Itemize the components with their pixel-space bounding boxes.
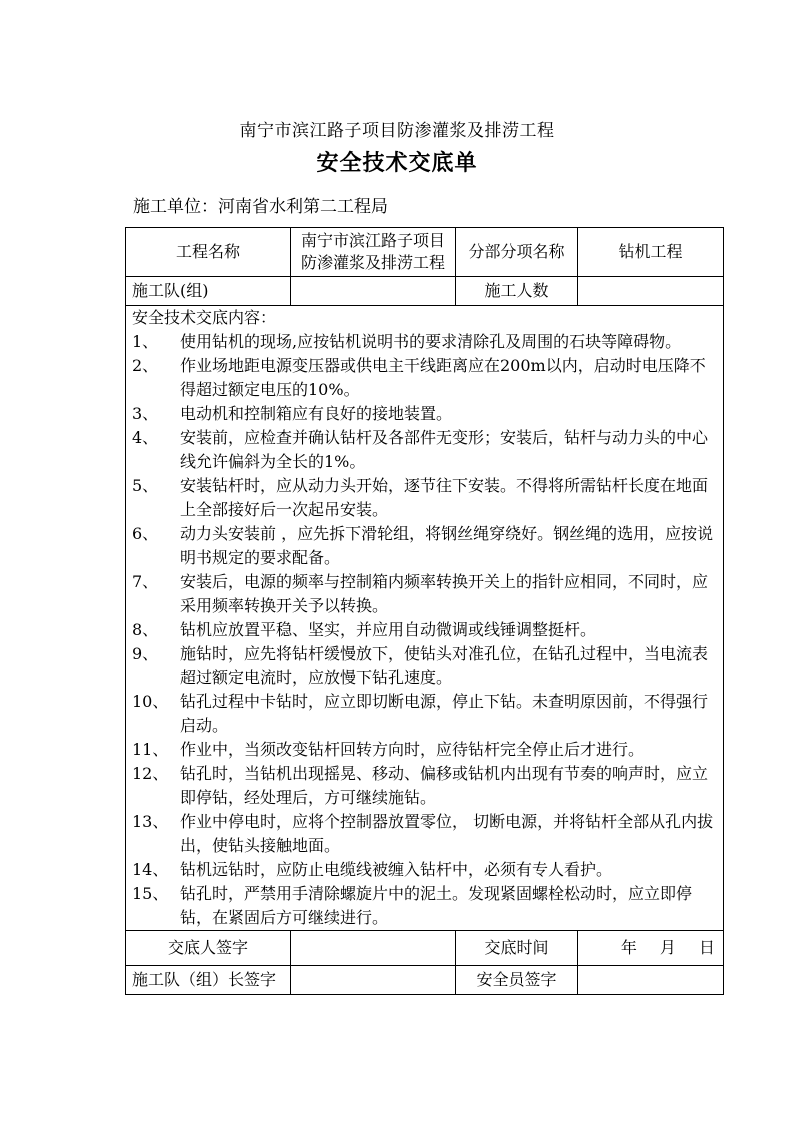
item-number: 7、 bbox=[132, 572, 159, 591]
team-leader-sign-value bbox=[291, 966, 456, 995]
table-row-team bbox=[126, 277, 724, 306]
item-text: 安装后，电源的频率与控制箱内频率转换开关上的指针应相同，不同时，应采用频率转换开关予以转换。 bbox=[180, 572, 709, 615]
safety-disclosure-table bbox=[125, 227, 724, 995]
disclosure-item bbox=[132, 762, 717, 810]
subproject-value: 钻机工程 bbox=[578, 228, 724, 277]
item-text: 电动机和控制箱应有良好的接地装置。 bbox=[180, 404, 453, 423]
disclosure-item bbox=[132, 474, 717, 522]
disclosure-item bbox=[132, 330, 717, 354]
table-row-project bbox=[126, 228, 724, 277]
disclosure-item bbox=[132, 738, 717, 762]
project-name-label: 工程名称 bbox=[126, 228, 291, 277]
discloser-sign-label: 交底人签字 bbox=[126, 931, 291, 966]
table-row-content bbox=[126, 306, 724, 931]
item-text: 动力头安装前 ，应先拆下滑轮组，将钢丝绳穿绕好。钢丝绳的选用，应按说明书规定的要求配备。 bbox=[180, 524, 714, 567]
construction-unit-line: 施工单位：河南省水利第二工程局 bbox=[133, 197, 388, 217]
disclose-time-value: 年 月 日 bbox=[578, 931, 724, 966]
disclosure-item bbox=[132, 858, 717, 882]
safety-officer-sign-label: 安全员签字 bbox=[456, 966, 578, 995]
disclosure-item bbox=[132, 882, 717, 930]
disclosure-item bbox=[132, 690, 717, 738]
item-text: 钻孔时，严禁用手清除螺旋片中的泥土。发现紧固螺栓松动时，应立即停钻，在紧固后方可继续进行。 bbox=[180, 884, 693, 927]
disclosure-item bbox=[132, 426, 717, 474]
item-number: 6、 bbox=[132, 524, 159, 543]
disclosure-item bbox=[132, 402, 717, 426]
item-text: 安装前，应检查并确认钻杆及各部件无变形；安装后，钻杆与动力头的中心线允许偏斜为全长的1%。 bbox=[180, 428, 709, 471]
item-number: 2、 bbox=[132, 356, 159, 375]
item-number: 5、 bbox=[132, 476, 159, 495]
item-text: 作业中，当须改变钻杆回转方向时，应待钻杆完全停止后才进行。 bbox=[180, 740, 645, 759]
document-title: 安全技术交底单 bbox=[316, 150, 478, 176]
disclosure-item bbox=[132, 810, 717, 858]
item-number: 9、 bbox=[132, 644, 159, 663]
team-label: 施工队(组) bbox=[126, 277, 291, 306]
item-number: 13、 bbox=[132, 812, 169, 831]
workers-label: 施工人数 bbox=[456, 277, 578, 306]
item-number: 15、 bbox=[132, 884, 169, 903]
team-value bbox=[291, 277, 456, 306]
item-text: 钻机应放置平稳、坚实，并应用自动微调或线锤调整挺杆。 bbox=[180, 620, 597, 639]
content-heading: 安全技术交底内容： bbox=[132, 308, 277, 327]
team-leader-sign-label: 施工队（组）长签字 bbox=[126, 966, 291, 995]
item-number: 3、 bbox=[132, 404, 159, 423]
item-text: 使用钻机的现场,应按钻机说明书的要求清除孔及周围的石块等障碍物。 bbox=[180, 332, 682, 351]
item-text: 作业场地距电源变压器或供电主干线距离应在200m以内，启动时电压降不得超过额定电压的10%。 bbox=[180, 356, 706, 399]
subproject-label: 分部分项名称 bbox=[456, 228, 578, 277]
disclosure-item bbox=[132, 618, 717, 642]
table-row-discloser bbox=[126, 931, 724, 966]
table-row-signatures bbox=[126, 966, 724, 995]
workers-value bbox=[578, 277, 724, 306]
item-number: 10、 bbox=[132, 692, 169, 711]
discloser-sign-value bbox=[291, 931, 456, 966]
item-text: 安装钻杆时，应从动力头开始，逐节往下安装。不得将所需钻杆长度在地面上全部接好后一次起吊安装。 bbox=[180, 476, 709, 519]
item-number: 12、 bbox=[132, 764, 169, 783]
disclosure-item bbox=[132, 642, 717, 690]
item-number: 14、 bbox=[132, 860, 169, 879]
item-number: 4、 bbox=[132, 428, 159, 447]
item-text: 作业中停电时，应将个控制器放置零位， 切断电源，并将钻杆全部从孔内拔出，使钻头接触地面。 bbox=[180, 812, 714, 855]
project-name-value: 南宁市滨江路子项目防渗灌浆及排涝工程 bbox=[291, 228, 456, 277]
disclosure-item bbox=[132, 570, 717, 618]
disclosure-items-list bbox=[132, 330, 717, 930]
project-subtitle: 南宁市滨江路子项目防渗灌浆及排涝工程 bbox=[239, 121, 555, 141]
item-text: 施钻时，应先将钻杆缓慢放下，使钻头对准孔位，在钻孔过程中，当电流表超过额定电流时，应放慢下钻孔速度。 bbox=[180, 644, 709, 687]
item-text: 钻孔过程中卡钻时，应立即切断电源，停止下钻。未查明原因前，不得强行启动。 bbox=[180, 692, 709, 735]
item-number: 1、 bbox=[132, 332, 159, 351]
disclosure-content bbox=[126, 306, 724, 931]
item-number: 8、 bbox=[132, 620, 159, 639]
disclose-time-label: 交底时间 bbox=[456, 931, 578, 966]
safety-officer-sign-value bbox=[578, 966, 724, 995]
disclosure-item bbox=[132, 522, 717, 570]
item-text: 钻孔时，当钻机出现摇晃、移动、偏移或钻机内出现有节奏的响声时，应立即停钻，经处理后，方可继续施钻。 bbox=[180, 764, 709, 807]
item-number: 11、 bbox=[132, 740, 169, 759]
item-text: 钻机远钻时，应防止电缆线被缠入钻杆中，必须有专人看护。 bbox=[180, 860, 613, 879]
disclosure-item bbox=[132, 354, 717, 402]
